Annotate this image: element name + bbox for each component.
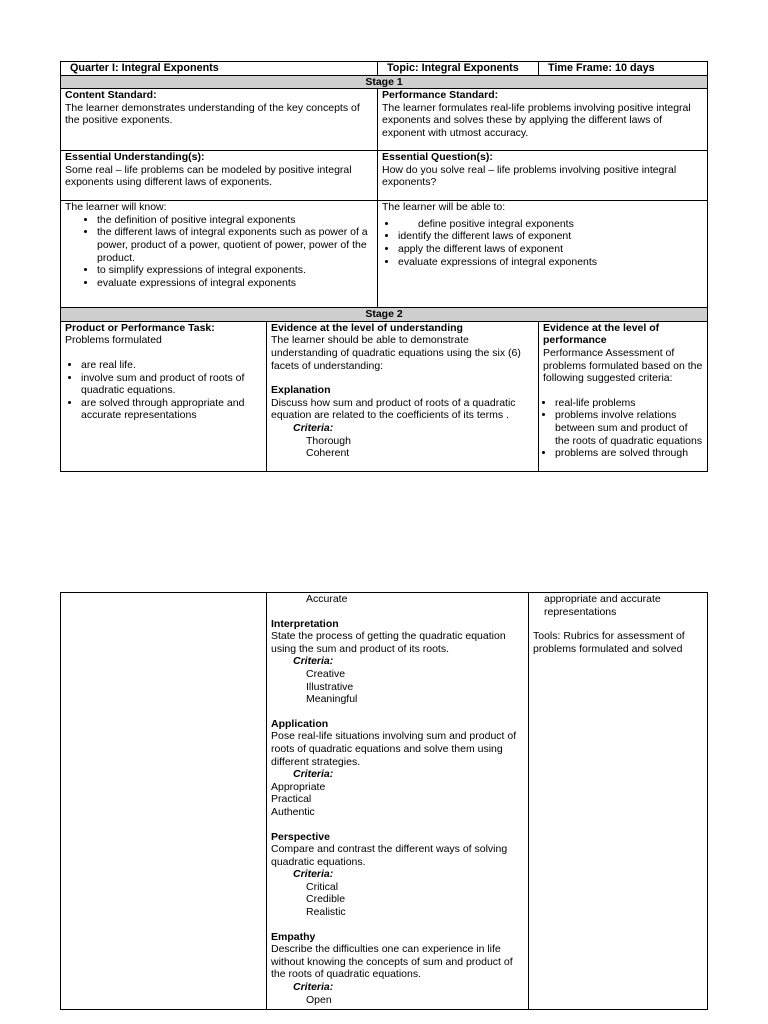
product-task-title: Product or Performance Task:	[65, 321, 215, 334]
list-item: • evaluate expressions of integral exponents	[398, 256, 703, 269]
essential-understanding-title: Essential Understanding(s):	[65, 151, 205, 164]
list-item: • the different laws of integral exponents such as power of a power, product of a power, quotient of power, power of the product.	[97, 226, 373, 264]
criteria-item: Critical	[306, 880, 339, 893]
learner-able-intro: The learner will be able to:	[382, 201, 506, 214]
list-item: • the definition of positive integral exponents	[97, 214, 373, 227]
tools-text: Tools: Rubrics for assessment of problems formulated and solved	[533, 630, 685, 655]
learner-able-cell	[378, 201, 708, 308]
quarter-cell: Quarter I: Integral Exponents	[61, 62, 378, 76]
performance-evidence-cell	[539, 321, 708, 471]
empathy-title: Empathy	[271, 930, 316, 943]
performance-cont-text: appropriate and accurate representations	[544, 593, 661, 618]
criteria-item: Credible	[306, 893, 346, 906]
plan-table-page2	[60, 592, 708, 1010]
content-standard-title: Content Standard:	[65, 89, 157, 102]
learner-know-cell	[61, 201, 378, 308]
performance-evidence-title: Evidence at the level of performance	[543, 321, 660, 347]
criteria-item: Meaningful	[306, 693, 358, 706]
essential-understanding-text: Some real – life problems can be modeled by positive integral exponents using different laws of exponents.	[65, 163, 352, 189]
application-text: Pose real-life situations involving sum and product of roots of quadratic equations and solve them using different strategies.	[271, 730, 517, 768]
application-title: Application	[271, 717, 329, 730]
explanation-title: Explanation	[271, 384, 331, 397]
list-item: • identify the different laws of exponent	[398, 230, 703, 243]
content-standard-text: The learner demonstrates understanding of the key concepts of the positive exponents.	[65, 101, 360, 127]
perspective-title: Perspective	[271, 830, 330, 843]
list-item: • apply the different laws of exponent	[398, 243, 703, 256]
criteria-item: Accurate	[306, 593, 348, 605]
criteria-item: Thorough	[306, 434, 351, 447]
criteria-label: Criteria:	[293, 421, 334, 434]
list-item: • problems are solved through	[555, 447, 703, 460]
perspective-text: Compare and contrast the different ways of solving quadratic equations.	[271, 843, 508, 868]
list-item: • problems involve relations between sum and product of the roots of quadratic equations	[555, 409, 703, 447]
performance-cont-cell	[529, 593, 708, 1010]
criteria-item: Appropriate	[271, 780, 326, 793]
criteria-label: Criteria:	[293, 655, 334, 668]
criteria-item: Open	[306, 993, 332, 1006]
topic-cell: Topic: Integral Exponents	[378, 62, 539, 76]
criteria-item: Realistic	[306, 906, 346, 919]
understanding-cont-cell	[267, 593, 529, 1010]
stage1-label: Stage 1	[61, 75, 708, 89]
criteria-label: Criteria:	[293, 981, 334, 994]
interpretation-text: State the process of getting the quadratic equation using the sum and product of its roots.	[271, 630, 506, 655]
list-item: • are solved through appropriate and accurate representations	[81, 397, 262, 422]
essential-question-title: Essential Question(s):	[382, 151, 493, 164]
essential-understanding-cell	[61, 151, 378, 201]
plan-table-page1	[60, 61, 708, 472]
product-task-intro: Problems formulated	[65, 334, 162, 347]
list-item: • evaluate expressions of integral exponents	[97, 277, 373, 290]
product-task-cell	[61, 321, 267, 471]
criteria-item: Creative	[306, 667, 346, 680]
interpretation-title: Interpretation	[271, 617, 339, 630]
learner-know-intro: The learner will know:	[65, 201, 167, 214]
list-item: • define positive integral exponents	[398, 218, 703, 231]
criteria-label: Criteria:	[293, 768, 334, 781]
understanding-intro: The learner should be able to demonstrate understanding of quadratic equations using the six (6) facets of understanding:	[271, 334, 521, 372]
performance-standard-cell	[378, 89, 708, 151]
criteria-label: Criteria:	[293, 868, 334, 881]
performance-standard-text: The learner formulates real-life problems involving positive integral exponents and solves these by applying the different laws of exponent with utmost accuracy.	[382, 101, 691, 139]
criteria-item: Practical	[271, 793, 312, 806]
list-item: • involve sum and product of roots of quadratic equations.	[81, 372, 262, 397]
product-task-cont-cell	[61, 593, 267, 1010]
list-item: • real-life problems	[555, 397, 703, 410]
essential-question-cell	[378, 151, 708, 201]
content-standard-cell	[61, 89, 378, 151]
performance-evidence-intro: Performance Assessment of problems formulated based on the following suggested criteria:	[543, 346, 703, 385]
header-row	[61, 62, 708, 76]
criteria-item: Coherent	[306, 447, 350, 460]
understanding-evidence-cell	[267, 321, 539, 471]
timeframe-cell: Time Frame: 10 days	[539, 62, 708, 76]
understanding-title: Evidence at the level of understanding	[271, 321, 463, 334]
essential-question-text: How do you solve real – life problems involving positive integral exponents?	[382, 163, 677, 189]
criteria-item: Authentic	[271, 805, 315, 818]
criteria-item: Illustrative	[306, 680, 354, 693]
stage2-label: Stage 2	[61, 308, 708, 322]
explanation-text: Discuss how sum and product of roots of a quadratic equation are related to the coefficients of its terms .	[271, 396, 516, 422]
list-item: • are real life.	[81, 359, 262, 372]
performance-standard-title: Performance Standard:	[382, 89, 499, 102]
empathy-text: Describe the difficulties one can experience in life without knowing the concepts of sum and product of the roots of quadratic equations.	[271, 943, 513, 981]
list-item: • to simplify expressions of integral exponents.	[97, 264, 373, 277]
